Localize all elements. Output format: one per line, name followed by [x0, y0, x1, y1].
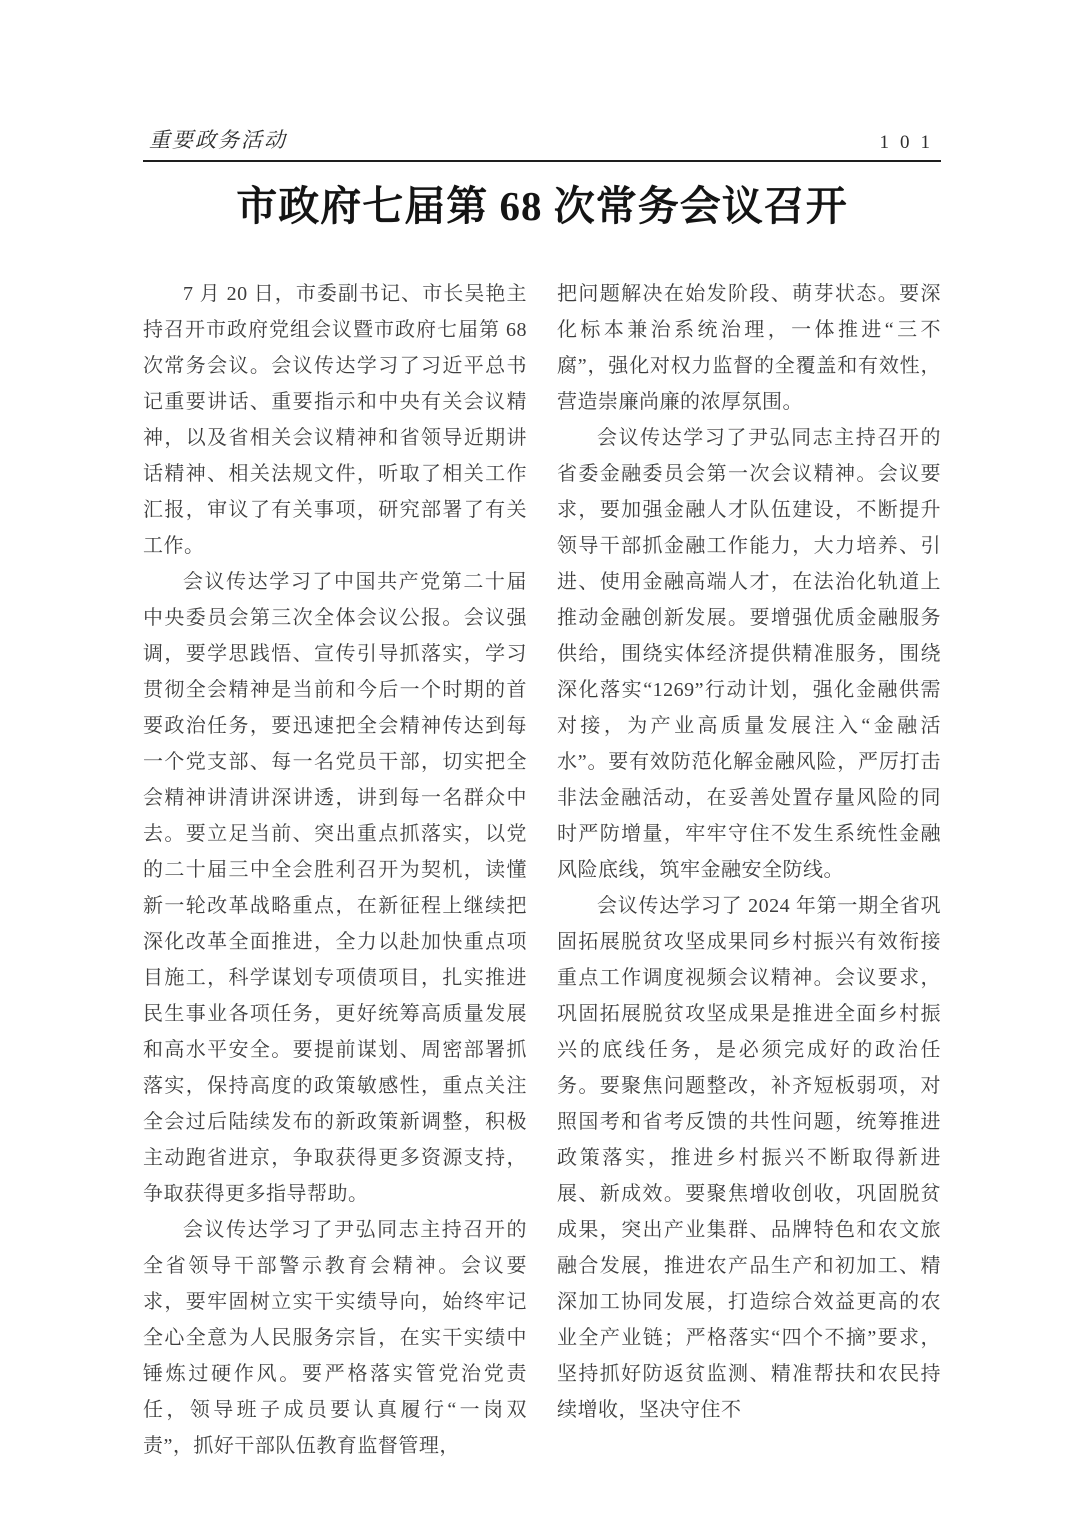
paragraph-rural-revitalization: 会议传达学习了 2024 年第一期全省巩固拓展脱贫攻坚成果同乡村振兴有效衔接重点工作调度视频会议精神。会议要求，巩固拓展脱贫攻坚成果是推进全面乡村振兴的底线任务，是必须完成好的政治任务。要聚焦问题整改，补齐短板弱项，对照国考和省考反馈的共性问题，统筹推进政策落实，推进乡村振兴不断取得新进展、新成效。要聚焦增收创收，巩固脱贫成果，突出产业集群、品牌特色和农文旅融合发展，推进农产品生产和初加工、精深加工协同发展，打造综合效益更高的农业全产业链；严格落实“四个不摘”要求，坚持抓好防返贫监测、精准帮扶和农民持续增收，坚决守住不: [557, 895, 941, 1421]
header-rule: [143, 160, 941, 162]
left-column: [143, 276, 527, 1464]
paragraph-opening: 7 月 20 日，市委副书记、市长吴艳主持召开市政府党组会议暨市政府七届第 68 次常务会议。会议传达学习了习近平总书记重要讲话、重要指示和中央有关会议精神，以及省相关会议精神和省领导近期讲话精神、相关法规文件，听取了相关工作汇报，审议了有关事项，研究部署了有关工作。: [143, 283, 527, 557]
article-title: 市政府七届第 68 次常务会议召开: [236, 183, 848, 229]
paragraph-plenum-communique: 会议传达学习了中国共产党第二十届中央委员会第三次全体会议公报。会议强调，要学思践悟、宣传引导抓落实，学习贯彻全会精神是当前和今后一个时期的首要政治任务，要迅速把全会精神传达到每一个党支部、每一名党员干部，切实把全会精神讲清讲深讲透，讲到每一名群众中去。要立足当前、突出重点抓落实，以党的二十届三中全会胜利召开为契机，读懂新一轮改革战略重点，在新征程上继续把深化改革全面推进，全力以赴加快重点项目施工，科学谋划专项债项目，扎实推进民生事业各项任务，更好统筹高质量发展和高水平安全。要提前谋划、周密部署抓落实，保持高度的政策敏感性，重点关注全会过后陆续发布的新政策新调整，积极主动跑省进京，争取获得更多资源支持，争取获得更多指导帮助。: [143, 571, 527, 1205]
right-column: [557, 276, 941, 1464]
paragraph-warning-education-continued: 把问题解决在始发阶段、萌芽状态。要深化标本兼治系统治理，一体推进“三不腐”，强化对权力监督的全覆盖和有效性，营造崇廉尚廉的浓厚氛围。: [557, 283, 941, 413]
section-label: 重要政务活动: [149, 128, 287, 152]
article-body: [143, 276, 941, 1464]
paragraph-finance-committee: 会议传达学习了尹弘同志主持召开的省委金融委员会第一次会议精神。会议要求，要加强金融人才队伍建设，不断提升领导干部抓金融工作能力，大力培养、引进、使用金融高端人才，在法治化轨道上推动金融创新发展。要增强优质金融服务供给，围绕实体经济提供精准服务，围绕深化落实“1269”行动计划，强化金融供需对接，为产业高质量发展注入“金融活水”。要有效防范化解金融风险，严厉打击非法金融活动，在妥善处置存量风险的同时严防增量，牢牢守住不发生系统性金融风险底线，筑牢金融安全防线。: [557, 427, 941, 881]
paragraph-warning-education: 会议传达学习了尹弘同志主持召开的全省领导干部警示教育会精神。会议要求，要牢固树立实干实绩导向，始终牢记全心全意为人民服务宗旨，在实干实绩中锤炼过硬作风。要严格落实管党治党责任，领导班子成员要认真履行“一岗双责”，抓好干部队伍教育监督管理，: [143, 1219, 527, 1457]
page-number: 101: [879, 132, 941, 153]
page-header: [143, 124, 941, 154]
